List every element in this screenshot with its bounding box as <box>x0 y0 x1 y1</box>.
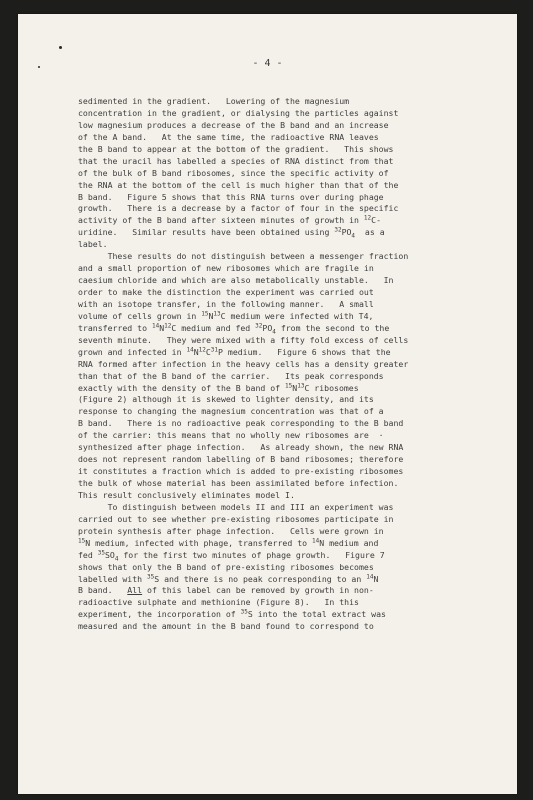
text-line: of the bulk of B band ribosomes, since the specific activity of <box>78 167 389 178</box>
text-line: B band. All of this label can be removed by growth in non- <box>78 585 374 596</box>
page-mark <box>59 46 62 49</box>
text-line: it constitutes a fraction which is added to pre-existing ribosomes <box>78 466 404 477</box>
page-number: - 4 - <box>252 58 283 69</box>
text-line: This result conclusively eliminates model I. <box>78 489 295 500</box>
text-line: with an isotope transfer, in the following manner. A small <box>78 298 374 309</box>
text-line: that the uracil has labelled a species of RNA distinct from that <box>78 155 394 166</box>
text-line: RNA formed after infection in the heavy cells has a density greater <box>78 358 409 369</box>
text-line: synthesized after phage infection. As already shown, the new RNA <box>78 442 404 453</box>
text-line: low magnesium produces a decrease of the B band and an increase <box>78 119 389 130</box>
text-line: response to changing the magnesium concentration was that of a <box>78 406 384 417</box>
text-line: fed $^{35}SO_4$ for the first two minutes of phage growth. Figure 7 <box>78 548 385 563</box>
text-line: does not represent random labelling of B band ribosomes; therefore <box>78 454 404 465</box>
text-line: uridine. Similar results have been obtained using $^{32}PO_4$ as a <box>78 226 385 240</box>
body-text <box>78 96 498 633</box>
text-line: experiment, the incorporation of $^{35}$S into the total extract was <box>78 608 386 620</box>
text-line: order to make the distinction the experiment was carried out <box>78 287 374 297</box>
text-line: of the carrier: this means that no wholly new ribosomes are · <box>78 430 384 441</box>
text-line: These results do not distinguish between a messenger fraction <box>78 251 409 262</box>
text-line: the bulk of whose material has been assimilated before infection. <box>78 478 399 488</box>
text-line: measured and the amount in the B band found to correspond to <box>78 621 374 632</box>
text-line: grown and infected in $^{14}N^{12}C^{31}P$ medium. Figure 6 shows that the <box>78 345 391 357</box>
text-line: carried out to see whether pre-existing ribosomes participate in <box>78 513 394 524</box>
text-line: shows that only the B band of pre-existing ribosomes becomes <box>78 561 374 572</box>
text-line: volume of cells grown in $^{15}N^{13}C$ medium were infected with T4, <box>78 310 374 321</box>
text-line: the RNA at the bottom of the cell is much higher than that of the <box>78 179 399 190</box>
text-line: the B band to appear at the bottom of the gradient. This shows <box>78 143 394 154</box>
text-line: (Figure 2) although it is skewed to lighter density, and its <box>78 394 374 405</box>
text-line: sedimented in the gradient. Lowering of the magnesium <box>78 96 350 106</box>
document-page <box>18 14 517 794</box>
text-line: exactly with the density of the B band of $^{15}N^{13}C$ ribosomes <box>78 381 359 393</box>
text-line: label. <box>78 239 108 250</box>
text-line: $^{15}$N medium, infected with phage, transferred to $^{14}$N medium and <box>78 536 379 548</box>
text-line: caesium chloride and which are also metabolically unstable. In <box>78 275 394 286</box>
text-line: and a small proportion of new ribosomes which are fragile in <box>78 263 374 274</box>
text-line: activity of the B band after sixteen minutes of growth in $^{12}$C- <box>78 214 381 226</box>
text-line: concentration in the gradient, or dialysing the particles against <box>78 107 399 118</box>
text-line: radioactive sulphate and methionine (Figure 8). In this <box>78 597 359 608</box>
text-line: protein synthesis after phage infection. Cells were grown in <box>78 525 384 536</box>
text-line: transferred to $^{14}N^{12}C$ medium and fed $^{32}PO_4$ from the second to the <box>78 322 390 336</box>
text-line: B band. Figure 5 shows that this RNA turns over during phage <box>78 191 384 202</box>
text-line: B band. There is no radioactive peak corresponding to the B band <box>78 418 404 429</box>
text-line: growth. There is a decrease by a factor of four in the specific <box>78 203 399 214</box>
text-line: than that of the B band of the carrier. Its peak corresponds <box>78 370 384 381</box>
text-line: seventh minute. They were mixed with a fifty fold excess of cells <box>78 334 409 345</box>
text-line: To distinguish between models II and III an experiment was <box>78 501 394 512</box>
text-line: of the A band. At the same time, the radioactive RNA leaves <box>78 131 379 142</box>
text-line: labelled with $^{35}$S and there is no peak corresponding to an $^{14}$N <box>78 572 379 584</box>
